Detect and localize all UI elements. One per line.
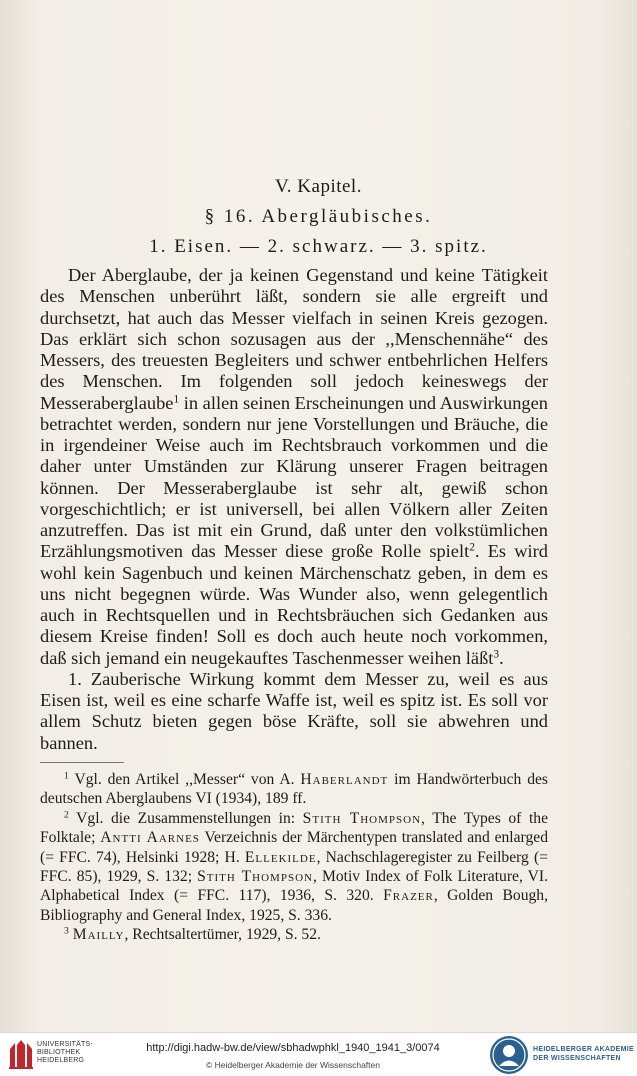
footnote-1: $^1$ Vgl. den Artikel ,,Messer“ von A. Haberlandt im Handwörterbuch des deutschen Aberglaubens VI (1934), 189 ff. [40,770,548,808]
permalink-url[interactable]: http://digi.hadw-bw.de/view/sbhadwphkl_1940_1941_3/0074 [146,1042,440,1054]
university-library-logo-icon [6,1037,36,1071]
footnote-ref-2: 2 [469,541,475,554]
paragraph-2: 1. Zauberische Wirkung kommt dem Messer zu, weil es aus Eisen ist, weil es eine scharfe Waffe ist, weil es spitz ist. Es soll vor allem Schutz bieten gegen böse Kräfte, soll sie abwehren und bannen. [40,668,548,753]
paragraph-1: Der Aberglaube, der ja keinen Gegenstand und keine Tätigkeit des Menschen unberührt läßt, sondern sie alle ergreift und durchsetzt, hat auch das Messer vielfach in seinen Kreis gezogen. Das erklärt sich schon sozusagen aus der ,,Menschennähe“ des Messers, des treuesten Begleiters und schwer entbehrlichen Helfers des Menschen. Im folgenden soll jedoch keineswegs der Messeraberglaube$^1$ in allen seinen Erscheinungen und Auswirkungen betrachtet werden, sondern nur jene Vorstellungen und Bräuche, die in irgendeiner Weise auch im Rechtsbrauch vorkommen und die daher unter Umständen zur Klärung unserer Fragen beitragen können. Der Messeraberglaube ist sehr alt, gewiß schon vorgeschichtlich; er ist universell, bei allen Völkern aller Zeiten anzutreffen. Das ist mit ein Grund, daß unter den volkstümlichen Erzählungsmotiven das Messer diese große Rolle spielt$^2$. Es wird wohl kein Sagenbuch und keinen Märchenschatz geben, in dem es uns nicht begegnen würde. Was Wunder also, wenn gelegentlich auch in Rechtsquellen und in Rechtsbräuchen sich Gedanken aus diesem Kreise finden! Soll es doch auch heute noch vorkommen, daß sich jemand ein neugekauftes Taschenmesser weihen läßt$^3$. [40,265,548,668]
viewer-footer [0,1032,637,1076]
subheading: 1. Eisen. — 2. schwarz. — 3. spitz. [149,236,488,257]
academy-label: HEIDELBERGER AKADEMIE DER WISSENSCHAFTEN [533,1046,634,1062]
footnote-ref-1: 1 [173,393,180,406]
footnote-2: $^2$ Vgl. die Zusammenstellungen in: Stith Thompson, The Types of the Folktale; Antti Aarnes Verzeichnis der Märchentypen translated and enlarged (= FFC. 74), Helsinki 1928; H. Ellekilde, Nachschlageregister zu Feilberg (= FFC. 85), 1929, S. 132; Stith Thompson, Motiv Index of Folk Literature, VI. Alphabetical Index (= FFC. 117), 1936, S. 320. Frazer, Golden Bough, Bibliography and General Index, 1925, S. 336. [40,809,549,924]
academy-seal-icon [489,1035,529,1075]
university-library-label: UNIVERSITÄTS- BIBLIOTHEK HEIDELBERG [37,1041,93,1064]
footnote-divider [40,762,124,763]
chapter-heading: V. Kapitel. [275,176,362,197]
section-heading: § 16. Abergläubisches. [204,206,433,227]
footnote-3: $^3$ Mailly, Rechtsaltertümer, 1929, S. 52. [64,925,321,944]
copyright-text: © Heidelberger Akademie der Wissenschaften [206,1060,380,1070]
footnotes [40,770,548,945]
footnote-ref-3: 3 [493,648,500,661]
body-text [40,265,548,754]
